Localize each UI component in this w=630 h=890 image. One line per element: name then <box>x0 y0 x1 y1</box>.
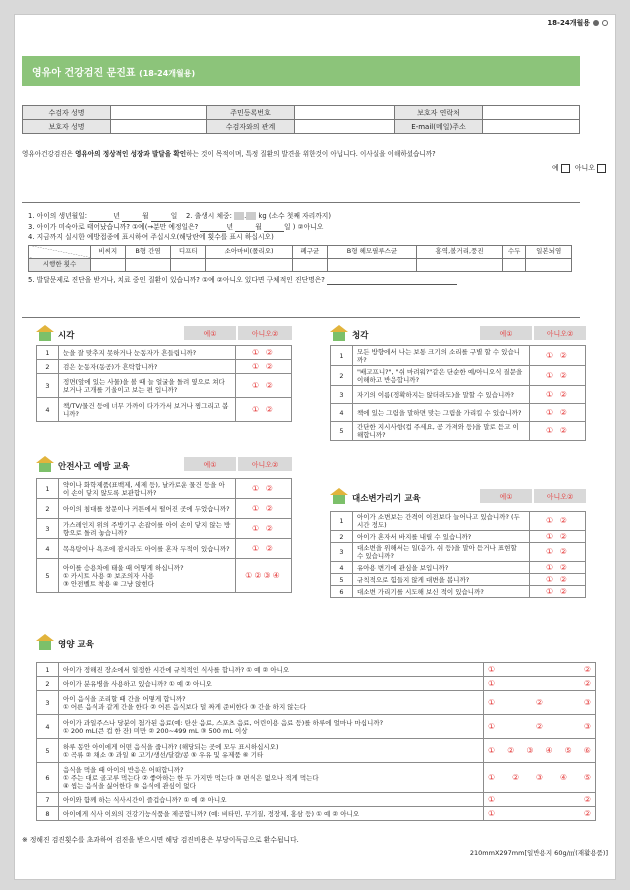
answer-options[interactable]: ① ② <box>530 346 586 366</box>
consent-no-label: 아니오 <box>574 164 595 172</box>
vaccine-name: B형 간염 <box>125 245 171 258</box>
answer-choice[interactable]: ⑥ <box>583 745 591 755</box>
vaccine-name: 수두 <box>502 245 526 258</box>
question-row <box>37 539 292 559</box>
no-column-label: 아니오② <box>546 493 574 501</box>
due-year-field[interactable] <box>200 224 226 232</box>
question-text: 아이가 정해진 장소에서 일정한 시간에 규칙적인 식사를 합니까? ① 예 ② 아니오 <box>59 663 484 677</box>
guardian-contact-field[interactable] <box>483 106 580 120</box>
diagnosis-name-field[interactable] <box>327 277 457 285</box>
yes-column-header <box>184 326 236 340</box>
page-title-sub: (18-24개월용) <box>139 69 196 78</box>
basic-q3 <box>28 222 574 233</box>
hearing-title: 청각 <box>352 331 369 341</box>
birth-month-field[interactable] <box>122 214 142 222</box>
consent-yes-checkbox[interactable] <box>561 164 570 173</box>
yes-column-label: 예① <box>203 330 217 338</box>
question-number: 1 <box>37 663 59 677</box>
answer-choice[interactable]: ⑤ <box>564 745 572 755</box>
vaccination-count-label: 시행한 횟수 <box>29 258 91 271</box>
personal-info-table <box>22 105 580 134</box>
question-number: 3 <box>37 374 59 398</box>
answer-choices <box>484 747 595 755</box>
house-icon <box>36 634 54 650</box>
question-text: 책에 있는 그림을 말하면 맞는 그림을 가리킬 수 있습니까? <box>353 404 530 422</box>
vaccine-name: 홍역,볼거리,풍진 <box>417 245 502 258</box>
question-text: 유아용 변기에 관심을 보입니까? <box>353 562 530 574</box>
house-icon <box>36 456 54 472</box>
question-number: 4 <box>331 404 353 422</box>
question-number: 5 <box>37 559 59 593</box>
answer-choice[interactable]: ① <box>488 678 496 688</box>
paper-size-note: 210mmX297mm[일반용지 60g/㎡(재활용품)] <box>469 849 608 857</box>
answer-choices <box>484 680 595 688</box>
answer-options <box>484 739 596 763</box>
answer-options <box>484 793 596 807</box>
question-row <box>37 559 292 593</box>
consent-yes-label: 예 <box>551 164 559 172</box>
hearing-header <box>330 325 586 341</box>
day-unit: 일 <box>170 212 178 220</box>
question-text: 대소변 가리기를 시도해 보신 적이 있습니까? <box>353 586 530 598</box>
question-row <box>37 479 292 499</box>
answer-choices <box>484 796 595 804</box>
vision-header <box>36 325 292 341</box>
year-unit: 년 <box>113 212 120 220</box>
question-text: 눈을 잘 맞추지 못하거나 눈동자가 흔들립니까? <box>59 346 236 360</box>
answer-choice[interactable]: ② <box>583 794 591 804</box>
question-text: 자기의 이름(정확하지는 않더라도)을 말할 수 있습니까? <box>353 386 530 404</box>
yes-column-label: 예① <box>499 493 513 501</box>
email-field[interactable] <box>483 120 580 134</box>
answer-options[interactable]: ① ② <box>530 386 586 404</box>
basic-info-section <box>22 202 580 318</box>
answer-options[interactable]: ① ② <box>530 543 586 562</box>
question-number: 5 <box>331 422 353 441</box>
toilet-table <box>330 511 586 598</box>
vaccine-count-field[interactable] <box>171 258 206 271</box>
answer-options <box>484 807 596 821</box>
safety-table <box>36 478 292 593</box>
question-row <box>331 386 586 404</box>
answer-choice[interactable]: ② <box>583 678 591 688</box>
age-tag <box>547 18 608 28</box>
answer-choice[interactable]: ③ <box>535 772 544 782</box>
answer-choice[interactable]: ④ <box>559 772 568 782</box>
answer-options <box>484 763 596 793</box>
question-number: 5 <box>331 574 353 586</box>
consent-options <box>552 163 606 173</box>
answer-choice[interactable]: ② <box>583 664 591 674</box>
email-label: E-mail(메일)주소 <box>395 120 483 134</box>
no-column-header <box>534 326 586 340</box>
due-month-unit: 월 <box>255 222 262 231</box>
question-text: 간단한 지시사항(컵 주세요, 공 가져와 등)을 말로 듣고 이해합니까? <box>353 422 530 441</box>
birth-weight-decimal-field[interactable] <box>246 212 256 220</box>
answer-choice[interactable]: ③ <box>583 721 591 731</box>
yes-column-header <box>184 457 236 471</box>
resident-no-field[interactable] <box>295 106 395 120</box>
answer-options <box>484 715 596 739</box>
purpose-statement <box>22 150 582 159</box>
vision-table <box>36 345 292 422</box>
answer-options[interactable]: ① ② <box>530 404 586 422</box>
question-text: "배고프니?", "쉬 마려워?"같은 단순한 예/아니오식 질문을 이해하고 반응합니까? <box>353 366 530 386</box>
question-text: 아이와 함께 하는 식사시간이 즐겁습니까? ① 예 ② 아니오 <box>59 793 484 807</box>
answer-choice[interactable]: ① <box>488 697 496 707</box>
vaccination-corner <box>29 245 91 258</box>
purpose-text: 영유아건강검진은 <box>22 150 76 158</box>
vaccination-label: 4. 지금까지 실시한 예방접종에 표시하여 주십시오(해당란에 횟수를 표시 하십시오) <box>28 233 274 241</box>
vaccine-count-field[interactable] <box>206 258 293 271</box>
vision-title: 시각 <box>58 331 75 341</box>
question-number: 3 <box>37 519 59 539</box>
question-number: 6 <box>331 586 353 598</box>
answer-options[interactable]: ① ② <box>530 562 586 574</box>
question-number: 4 <box>37 539 59 559</box>
vaccine-name: 비씨지 <box>91 245 126 258</box>
answer-options[interactable]: ① ② <box>236 479 292 499</box>
question-text: 하루 동안 아이에게 어떤 음식을 줍니까? (해당되는 곳에 모두 표시하십시오) ① 곡류 ② 채소 ③ 과일 ④ 고기/생선/달걀/콩 ⑤ 우유 및 유제품 ⑥ 기타 <box>59 739 484 763</box>
vaccine-count-field[interactable] <box>417 258 502 271</box>
question-row <box>331 422 586 441</box>
question-row <box>331 346 586 366</box>
question-number: 1 <box>331 512 353 531</box>
question-row <box>37 807 596 821</box>
answer-choices <box>484 723 595 731</box>
question-row <box>37 763 596 793</box>
answer-options[interactable]: ① ② <box>530 422 586 441</box>
answer-options[interactable]: ① ② <box>236 374 292 398</box>
question-number: 3 <box>37 691 59 715</box>
question-number: 2 <box>37 499 59 519</box>
question-row <box>37 793 596 807</box>
answer-choice[interactable]: ① <box>488 794 496 804</box>
answer-options[interactable]: ①②③④ <box>236 559 292 593</box>
question-row <box>331 531 586 543</box>
question-row <box>37 519 292 539</box>
answer-options[interactable]: ① ② <box>236 398 292 422</box>
question-row <box>37 663 596 677</box>
answer-choice[interactable]: ② <box>507 745 515 755</box>
empty-dot-icon <box>602 20 608 26</box>
question-number: 2 <box>331 366 353 386</box>
basic-q5 <box>28 275 574 286</box>
question-number: 4 <box>331 562 353 574</box>
answer-options[interactable]: ① ② <box>530 574 586 586</box>
yes-column-header <box>480 326 532 340</box>
guardian-contact-label: 보호자 연락처 <box>395 106 483 120</box>
yes-column-header <box>480 489 532 503</box>
consent-no-checkbox[interactable] <box>597 164 606 173</box>
question-text: 아이가 과일주스나 당분이 첨가된 음료(예: 탄산 음료, 스포츠 음료, 어린이용 음료 등)를 하루에 얼마나 마십니까? ① 200 mL(큰 컵 한 잔) 미만 ② 200~499 mL ③ 500 mL 이상 <box>59 715 484 739</box>
answer-choice[interactable]: ② <box>583 808 591 818</box>
no-column-label: 아니오② <box>251 330 279 338</box>
developmental-problem-label: 5. 발달문제로 진단을 받거나, 치료 중인 질환이 있습니까? ①예 ②아니오 있다면 구체적인 진단명은? <box>28 275 325 284</box>
nutrition-table <box>36 662 596 821</box>
due-month-field[interactable] <box>235 224 255 232</box>
question-number: 6 <box>37 763 59 793</box>
question-row <box>37 677 596 691</box>
question-number: 2 <box>37 360 59 374</box>
question-text: 아이가 소변보는 간격이 이전보다 늘어나고 있습니까? (두 시간 정도) <box>353 512 530 531</box>
question-row <box>37 739 596 763</box>
toilet-title: 대소변가리기 교육 <box>352 494 421 504</box>
question-text: 아이가 분유병을 사용하고 있습니까? ① 예 ② 아니오 <box>59 677 484 691</box>
consent-yes <box>552 163 570 173</box>
title-banner <box>22 56 580 86</box>
due-year-unit: 년 <box>226 222 234 231</box>
birth-weight-integer-field[interactable] <box>234 212 244 220</box>
answer-choice[interactable]: ① <box>488 721 496 731</box>
question-row <box>331 562 586 574</box>
vaccination-table <box>28 245 572 272</box>
nutrition-header <box>36 634 236 650</box>
answer-choices <box>484 666 595 674</box>
footnote: ※ 정해진 검진횟수를 초과하여 검진을 받으시면 해당 검진비용은 부당이득금으로 환수됩니다. <box>22 836 299 844</box>
birthdate-label: 1. 아이의 생년월일: <box>28 212 88 220</box>
no-column-header <box>534 489 586 503</box>
question-text: 약이나 화학제품(표백제, 세제 등), 날카로운 물건 등을 아이 손이 닿지 않도록 보관합니까? <box>59 479 236 499</box>
purpose-text-end: 하는 것이 목적이며, 특정 질환의 발견을 위한것이 아닙니다. 이사실을 이해하셨습니까? <box>186 150 436 158</box>
question-text: 아이가 혼자서 바지를 내릴 수 있습니까? <box>353 531 530 543</box>
vaccine-name: 소아마비(폴리오) <box>206 245 293 258</box>
answer-choice[interactable]: ② <box>511 772 520 782</box>
question-text: 정면(앞에 있는 사물)을 볼 때 늘 얼굴을 돌려 옆으로 쳐다보거나 고개를 기울이고 보는 편 입니까? <box>59 374 236 398</box>
question-number: 1 <box>37 479 59 499</box>
house-icon <box>330 488 348 504</box>
question-text: 가스레인지 위의 주방기구 손잡이를 아이 손이 닿지 않는 방향으로 돌려 놓습니까? <box>59 519 236 539</box>
toilet-header <box>330 488 586 504</box>
vaccine-name: 폐구균 <box>293 245 328 258</box>
vaccine-count-field[interactable] <box>502 258 526 271</box>
no-column-label: 아니오② <box>546 330 574 338</box>
question-row <box>37 374 292 398</box>
answer-options[interactable]: ① ② <box>236 499 292 519</box>
question-text: 아이 음식을 조리할 때 간을 어떻게 합니까? ① 어른 음식과 같게 간을 한다 ② 어른 음식보다 덜 짜게 준비한다 ③ 간을 하지 않는다 <box>59 691 484 715</box>
answer-choice[interactable]: ① <box>488 772 496 782</box>
vaccine-count-field[interactable] <box>526 258 572 271</box>
answer-choice[interactable]: ⑤ <box>583 772 591 782</box>
answer-options[interactable]: ① ② <box>530 512 586 531</box>
answer-choice[interactable]: ② <box>535 721 544 731</box>
question-number: 5 <box>37 739 59 763</box>
page-title: 영유아 건강검진 문진표 <box>32 68 136 79</box>
vaccine-count-field[interactable] <box>125 258 171 271</box>
question-text: 아이에게 식사 이외의 건강기능식품을 제공합니까? (예: 비타민, 무기질, 정장제, 홍삼 등) ① 예 ② 아니오 <box>59 807 484 821</box>
guardian-name-field[interactable] <box>111 120 207 134</box>
question-number: 8 <box>37 807 59 821</box>
answer-options[interactable]: ① ② <box>236 346 292 360</box>
answer-options[interactable]: ① ② <box>530 586 586 598</box>
question-number: 7 <box>37 793 59 807</box>
birth-weight-label: 2. 출생시 체중: <box>185 212 232 220</box>
question-row <box>37 346 292 360</box>
question-number: 4 <box>37 715 59 739</box>
house-icon <box>36 325 54 341</box>
question-row <box>37 691 596 715</box>
answer-options <box>484 691 596 715</box>
due-day-unit: 일 <box>283 222 291 231</box>
no-column-header <box>238 326 292 340</box>
vaccine-count-field[interactable] <box>293 258 328 271</box>
examinee-name-field[interactable] <box>111 106 207 120</box>
question-number: 1 <box>37 346 59 360</box>
answer-choice[interactable]: ① <box>488 808 496 818</box>
yes-column-label: 예① <box>499 330 513 338</box>
no-column-label: 아니오② <box>251 461 279 469</box>
birth-year-field[interactable] <box>89 214 113 222</box>
relation-label: 수검자와의 관계 <box>207 120 295 134</box>
question-text: 검은 눈동자(동공)가 흔탁합니까? <box>59 360 236 374</box>
premature-options: ) ②아니오 <box>292 222 324 231</box>
house-icon <box>330 325 348 341</box>
question-row <box>37 499 292 519</box>
question-row <box>37 398 292 422</box>
question-row <box>331 404 586 422</box>
answer-choice[interactable]: ① <box>488 745 496 755</box>
answer-choice[interactable]: ③ <box>583 697 591 707</box>
question-number: 4 <box>37 398 59 422</box>
month-unit: 월 <box>141 212 149 220</box>
nutrition-title: 영양 교육 <box>58 640 94 650</box>
birth-weight-unit: kg (소수 첫째 자리까지) <box>258 212 331 220</box>
purpose-bold: 영유아의 정상적인 성장과 발달을 확인 <box>75 150 187 158</box>
question-number: 2 <box>37 677 59 691</box>
question-row <box>331 574 586 586</box>
answer-choices <box>484 810 595 818</box>
vaccine-count-field[interactable] <box>91 258 126 271</box>
safety-title: 안전사고 예방 교육 <box>58 462 130 472</box>
birth-day-field[interactable] <box>151 214 171 222</box>
question-text: 규칙적으로 힘들지 않게 대변을 봅니까? <box>353 574 530 586</box>
answer-options[interactable]: ① ② <box>236 539 292 559</box>
question-row <box>331 366 586 386</box>
question-text: 목욕탕이나 욕조에 잠시라도 아이를 혼자 두적이 있습니까? <box>59 539 236 559</box>
answer-choice[interactable]: ① <box>488 664 496 674</box>
relation-field[interactable] <box>295 120 395 134</box>
question-text: 책/TV/물건 등에 너무 가까이 다가가서 보거나 찡그리고 봅니까? <box>59 398 236 422</box>
question-row <box>331 586 586 598</box>
resident-no-label: 주민등록번호 <box>207 106 295 120</box>
yes-column-label: 예① <box>203 461 217 469</box>
question-number: 3 <box>331 386 353 404</box>
vaccine-name: 일본뇌염 <box>526 245 572 258</box>
question-text: 아이의 침대를 창문이나 커튼에서 떨어진 곳에 두었습니까? <box>59 499 236 519</box>
premature-label: 3. 아이가 미숙아로 태어났습니까? ①예(→분만 예정일은? <box>28 222 199 231</box>
question-text: 모든 방향에서 나는 보통 크기의 소리를 구별 할 수 있습니까? <box>353 346 530 366</box>
answer-choice[interactable]: ② <box>535 697 544 707</box>
answer-options <box>484 677 596 691</box>
hearing-table <box>330 345 586 441</box>
question-row <box>37 715 596 739</box>
consent-no <box>575 163 606 173</box>
examinee-name-label: 수검자 성명 <box>23 106 111 120</box>
safety-header <box>36 456 292 472</box>
question-text: 대소변을 위해서는 일(응가, 쉬 등)을 말아 듣거나 표현할 수 있습니까? <box>353 543 530 562</box>
basic-q1-q2: 1. 아이의 생년월일: 년 월 일 2. 출생시 체중: . kg (소수 첫째 자리까지) <box>28 212 331 220</box>
answer-options[interactable]: ① ② <box>236 519 292 539</box>
answer-options[interactable]: ① ② <box>530 366 586 386</box>
answer-choice[interactable]: ④ <box>545 745 553 755</box>
question-number: 3 <box>331 543 353 562</box>
question-row <box>331 543 586 562</box>
vaccine-count-field[interactable] <box>327 258 417 271</box>
question-text: 음식을 먹을 때 아이의 반응은 어떠합니까? ① 주는 대로 골고루 먹는다 ② 좋아하는 한 두 가지만 먹는다 ③ 편식은 없으나 적게 먹는다 ④ 씹는 음식을 싫어한다 ⑤ 음식에 관심이 없다 <box>59 763 484 793</box>
vaccine-name: 디프티 <box>171 245 206 258</box>
question-row <box>331 512 586 531</box>
answer-options[interactable]: ① ② <box>236 360 292 374</box>
no-column-header <box>238 457 292 471</box>
answer-options <box>484 663 596 677</box>
question-number: 1 <box>331 346 353 366</box>
answer-options[interactable]: ① ② <box>530 531 586 543</box>
answer-choices <box>484 774 595 782</box>
answer-choices <box>484 699 595 707</box>
guardian-name-label: 보호자 성명 <box>23 120 111 134</box>
due-day-field[interactable] <box>264 224 284 232</box>
answer-choice[interactable]: ③ <box>526 745 534 755</box>
question-row <box>37 360 292 374</box>
question-text: 아이를 승용차에 태울 때 어떻게 하십니까? ① 카시트 사용 ② 보조의자 사용 ③ 안전벨트 착용 ④ 그냥 앉힌다 <box>59 559 236 593</box>
filled-dot-icon <box>593 20 599 26</box>
vaccine-name: B형 헤모필루스균 <box>327 245 417 258</box>
question-number: 2 <box>331 531 353 543</box>
age-tag-label: 18-24개월용 <box>547 19 590 27</box>
